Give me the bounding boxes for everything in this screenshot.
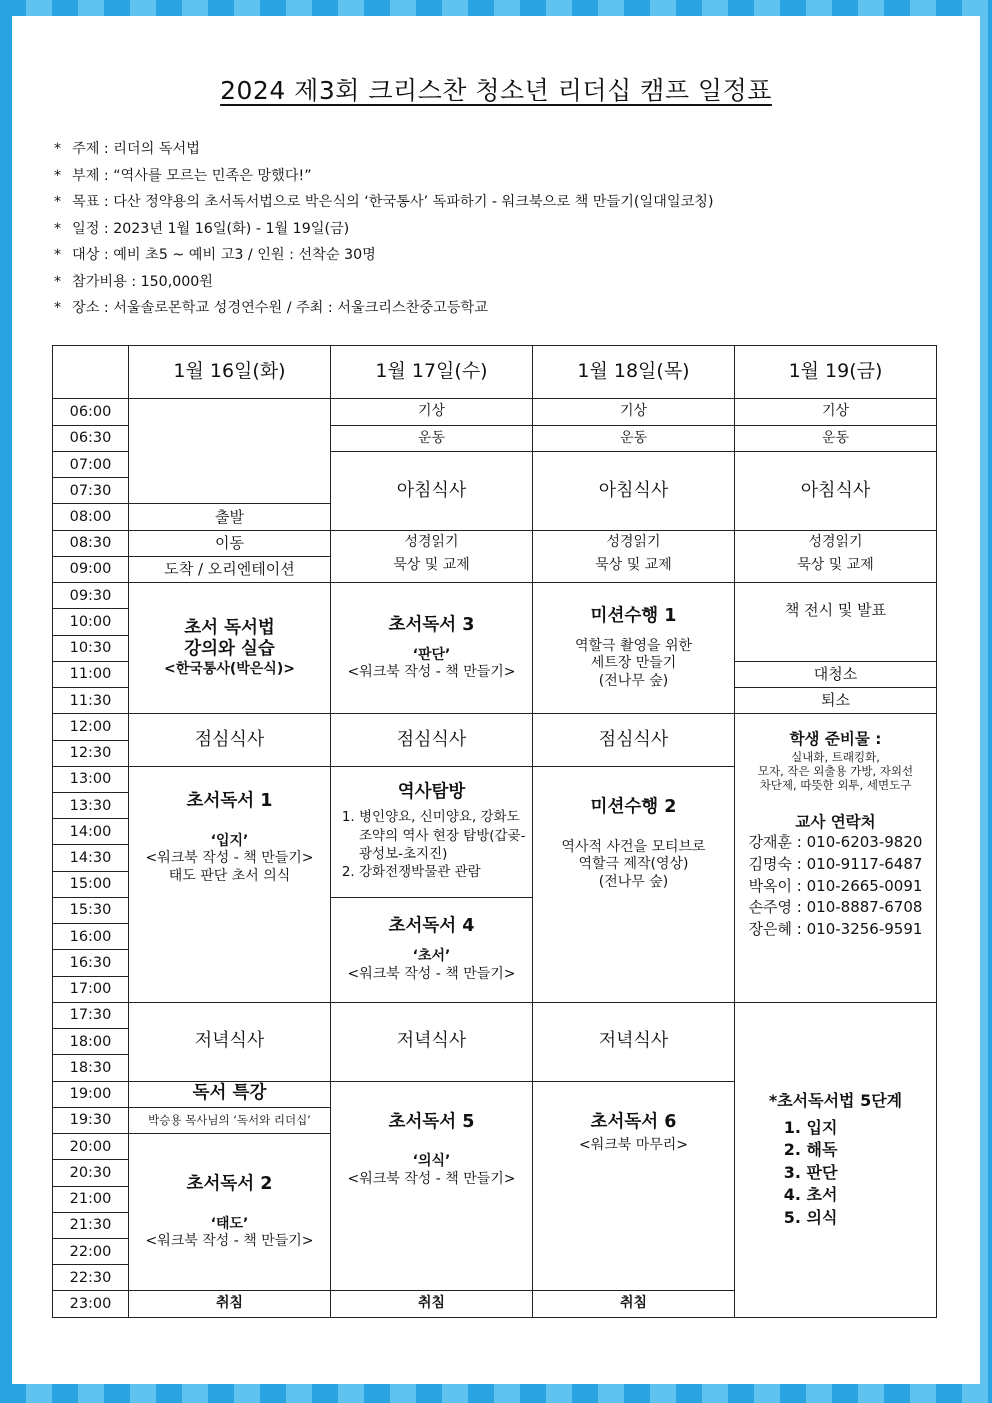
time-cell: 07:00 [53,451,129,477]
time-cell: 11:30 [53,688,129,714]
prep-contact-cell: 학생 준비물 : 실내화, 트래킹화, 모자, 작은 외출용 가방, 자외선 차단제, 따뜻한 외투, 세면도구 교사 연락처 강재훈 : 010-6203-9820 김명숙 : 010-9117-6487 박옥이 : 010-2665-0091 손주영 : 010-8887-6708 장은혜 : 010-3256-9591 [735,714,937,1003]
time-cell: 10:30 [53,635,129,661]
mission2-cell: 미션수행 2 역사적 사건을 모티브로 역할극 제작(영상) (전나무 숲) [533,766,735,1002]
session2-cell: 초서독서 2 ‘태도’ <워크북 작성 - 책 만들기> [129,1134,331,1291]
time-cell: 15:30 [53,897,129,923]
time-cell: 07:30 [53,478,129,504]
time-cell: 22:00 [53,1238,129,1264]
wake-cell: 기상 [735,399,937,425]
time-cell: 14:30 [53,845,129,871]
time-cell: 12:30 [53,740,129,766]
time-cell: 17:30 [53,1002,129,1028]
time-cell: 18:30 [53,1055,129,1081]
time-cell: 21:00 [53,1186,129,1212]
time-cell: 13:00 [53,766,129,792]
session4-cell: 초서독서 4 ‘초서’ <워크북 작성 - 책 만들기> [331,897,533,1002]
book-exhibit-cell: 책 전시 및 발표 [735,583,937,662]
breakfast-cell: 아침식사 [735,451,937,530]
time-cell: 12:00 [53,714,129,740]
time-cell: 20:30 [53,1160,129,1186]
time-cell: 13:30 [53,793,129,819]
sleep-cell: 취침 [129,1291,331,1318]
time-cell: 06:00 [53,399,129,425]
time-cell: 16:00 [53,924,129,950]
steps-cell: *초서독서법 5단계 1. 입지 2. 해독 3. 판단 4. 초서 5. 의식 [735,1002,937,1317]
time-cell: 11:00 [53,661,129,687]
dinner-cell: 저녁식사 [533,1002,735,1081]
time-cell: 09:30 [53,583,129,609]
info-item: * 목표 : 다산 정약용의 초서독서법으로 박은식의 ‘한국통사’ 독파하기 - 워크북으로 책 만들기(일대일코칭) [54,194,714,210]
exercise-cell: 운동 [735,425,937,451]
lunch-cell: 점심식사 [129,714,331,766]
bible-cell: 성경읽기 묵상 및 교제 [735,530,937,582]
time-cell: 21:30 [53,1212,129,1238]
wake-cell: 기상 [533,399,735,425]
time-cell: 19:30 [53,1107,129,1133]
arrival-cell: 도착 / 오리엔테이션 [129,556,331,582]
step-item: 4. 초서 [807,1184,887,1206]
step-item: 5. 의식 [807,1207,887,1229]
empty-cell [129,399,331,504]
time-cell: 10:00 [53,609,129,635]
lunch-cell: 점심식사 [533,714,735,766]
move-cell: 이동 [129,530,331,556]
time-cell: 15:00 [53,871,129,897]
time-cell: 06:30 [53,425,129,451]
time-cell: 18:00 [53,1029,129,1055]
time-cell: 16:30 [53,950,129,976]
contact: 김명숙 : 010-9117-6487 [748,854,923,873]
contact: 박옥이 : 010-2665-0091 [748,876,923,895]
info-item: * 참가비용 : 150,000원 [54,273,213,290]
breakfast-cell: 아침식사 [331,451,533,530]
info-item: * 일정 : 2023년 1월 16일(화) - 1월 19일(금) [54,220,350,237]
history-item: 1. 병인양요, 신미양요, 강화도조약의 역사 현장 탐방(갑곶-광성보-초지진) [359,808,532,863]
dinner-cell: 저녁식사 [129,1002,331,1081]
time-cell: 17:00 [53,976,129,1002]
mission1-cell: 미션수행 1 역할극 촬영을 위한 세트장 만들기 (전나무 숲) [533,583,735,714]
schedule-page [12,16,980,1384]
depart-cell: 출발 [129,504,331,530]
session3-cell: 초서독서 3 ‘판단’ <워크북 작성 - 책 만들기> [331,583,533,714]
session5-cell: 초서독서 5 ‘의식’ <워크북 작성 - 책 만들기> [331,1081,533,1291]
bible-cell: 성경읽기 묵상 및 교제 [331,530,533,582]
header-empty [53,346,129,399]
special-lecture-title-cell: 독서 특강 [129,1081,331,1107]
day-header: 1월 18일(목) [533,346,735,399]
info-item: * 부제 : “역사를 모르는 민족은 망했다!” [54,167,312,184]
info-item: * 주제 : 리더의 독서법 [54,141,200,157]
history-item: 2. 강화전쟁박물관 관람 [359,863,532,881]
header-row [53,346,937,399]
breakfast-cell: 아침식사 [533,451,735,530]
wake-cell: 기상 [331,399,533,425]
schedule-table [52,345,937,1318]
contact: 장은혜 : 010-3256-9591 [748,920,923,939]
contact: 강재훈 : 010-6203-9820 [748,833,923,852]
dinner-cell: 저녁식사 [331,1002,533,1081]
info-list [54,136,714,322]
session1-cell: 초서독서 1 ‘입지’ <워크북 작성 - 책 만들기> 태도 판단 초서 의식 [129,766,331,1002]
time-cell: 20:00 [53,1134,129,1160]
day-header: 1월 19(금) [735,346,937,399]
special-lecture-sub-cell: 박승용 목사님의 ‘독서와 리더십’ [129,1107,331,1133]
sleep-cell: 취침 [533,1291,735,1318]
time-cell: 23:00 [53,1291,129,1318]
day-header: 1월 16일(화) [129,346,331,399]
step-item: 1. 입지 [807,1117,887,1139]
page-title: 2024 제3회 크리스찬 청소년 리더십 캠프 일정표 [220,76,772,105]
exercise-cell: 운동 [331,425,533,451]
bible-cell: 성경읽기 묵상 및 교제 [533,530,735,582]
time-cell: 19:00 [53,1081,129,1107]
contact: 손주영 : 010-8887-6708 [748,898,923,917]
time-cell: 22:30 [53,1265,129,1291]
time-cell: 08:30 [53,530,129,556]
info-item: * 장소 : 서울솔로몬학교 성경연수원 / 주최 : 서울크리스찬중고등학교 [54,300,488,316]
day-header: 1월 17일(수) [331,346,533,399]
exercise-cell: 운동 [533,425,735,451]
sleep-cell: 취침 [331,1291,533,1318]
lunch-cell: 점심식사 [331,714,533,766]
leave-cell: 퇴소 [735,688,937,714]
time-cell: 14:00 [53,819,129,845]
time-cell: 09:00 [53,556,129,582]
history-tour-cell: 역사탐방 1. 병인양요, 신미양요, 강화도조약의 역사 현장 탐방(갑곶-광성보-초지진) 2. 강화전쟁박물관 관람 [331,766,533,897]
step-item: 3. 판단 [807,1162,887,1184]
info-item: * 대상 : 예비 초5 ~ 예비 고3 / 인원 : 선착순 30명 [54,247,376,263]
cleanup-cell: 대청소 [735,661,937,687]
step-item: 2. 해독 [807,1139,887,1161]
session6-cell: 초서독서 6 <워크북 마무리> [533,1081,735,1291]
lecture-cell: 초서 독서법 강의와 실습 <한국통사(박은식)> [129,583,331,714]
time-cell: 08:00 [53,504,129,530]
